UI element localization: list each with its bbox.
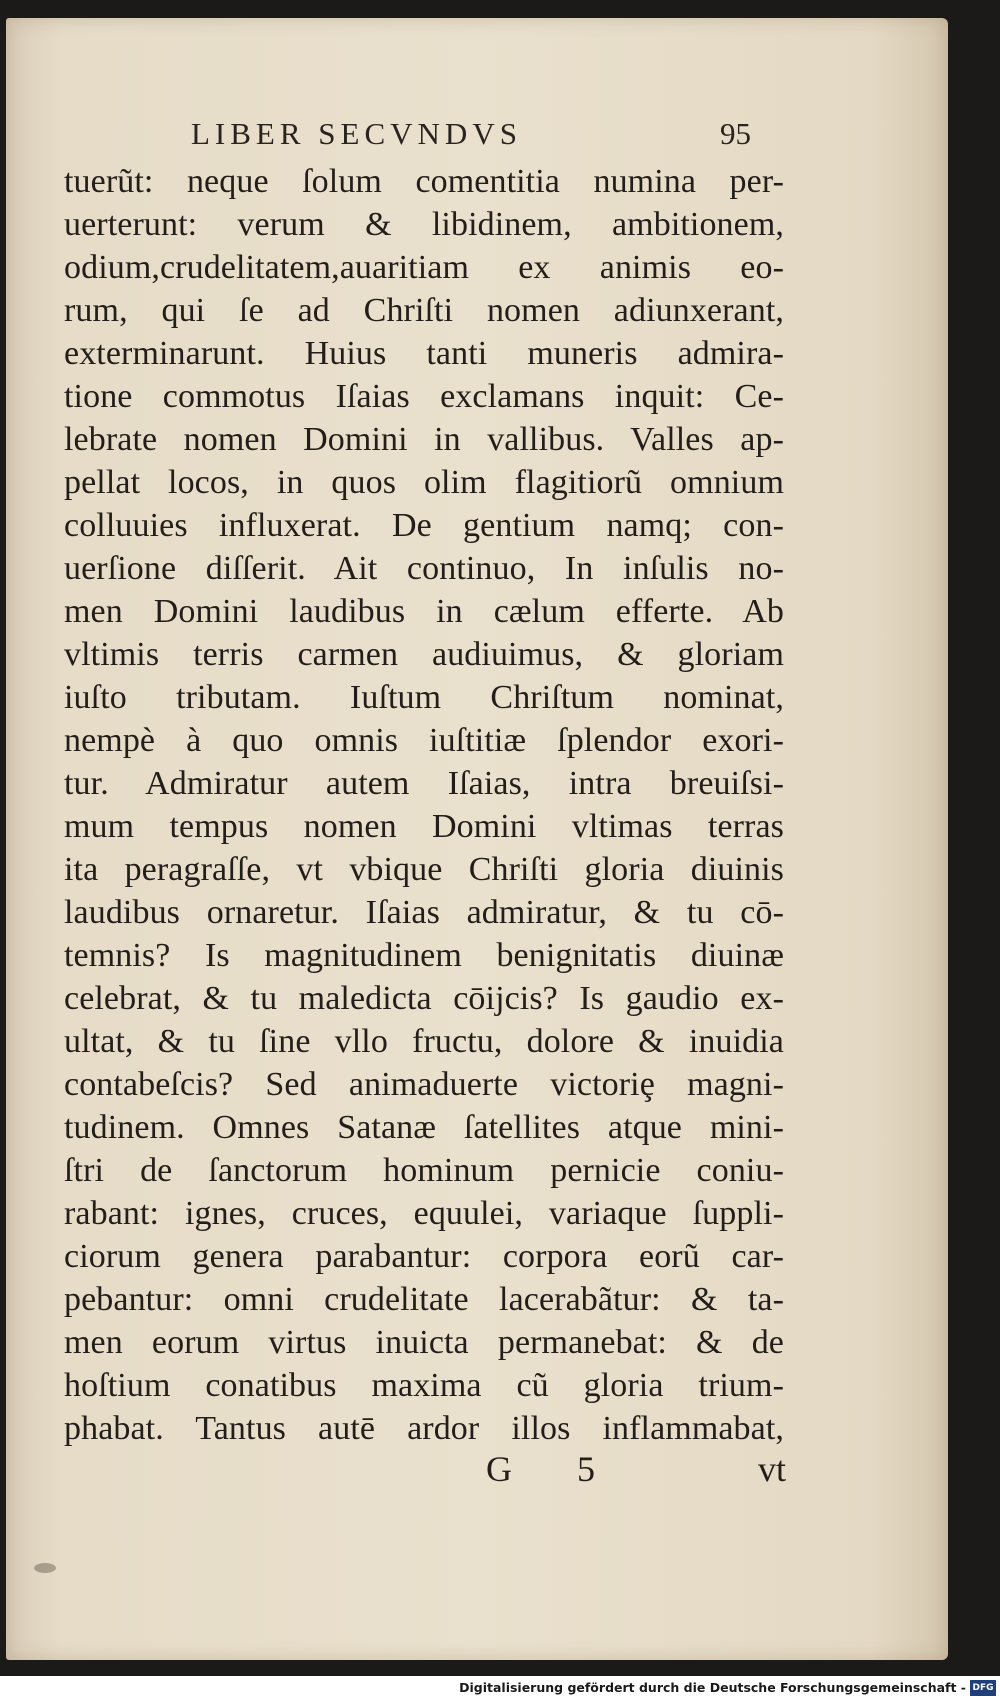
text-line: rabant: ignes, cruces, equulei, variaque ſuppli-	[64, 1195, 784, 1232]
text-line: tione commotus Iſaias exclamans inquit: Ce-	[64, 378, 784, 415]
text-line: pebantur: omni crudelitate lacerabãtur: & ta-	[64, 1281, 784, 1318]
text-line: ita peragraſſe, vt vbique Chriſti gloria diuinis	[64, 851, 784, 888]
text-line: ciorum genera parabantur: corpora eorũ car-	[64, 1238, 784, 1275]
text-line: pellat locos, in quos olim flagitiorũ omnium	[64, 464, 784, 501]
text-line: colluuies influxerat. De gentium namq; con-	[64, 507, 784, 544]
text-line: uerſione diſſerit. Ait continuo, In inſulis no-	[64, 550, 784, 587]
text-line: ſtri de ſanctorum hominum pernicie coniu-	[64, 1152, 784, 1189]
text-line: nempè à quo omnis iuſtitiæ ſplendor exori-	[64, 722, 784, 759]
page-header	[191, 116, 751, 156]
catchword: vt	[757, 1449, 786, 1489]
text-line: contabeſcis? Sed animaduerte victoriȩ magni-	[64, 1066, 784, 1103]
page-number: 95	[720, 116, 751, 151]
funding-text: Digitalisierung gefördert durch die Deutsche Forschungsgemeinschaft -	[459, 1680, 966, 1695]
text-line: lebrate nomen Domini in vallibus. Valles ap-	[64, 421, 784, 458]
text-line: odium,crudelitatem,auaritiam ex animis eo-	[64, 249, 784, 286]
dfg-logo-icon[interactable]: DFG	[970, 1680, 996, 1696]
book-page	[6, 18, 948, 1660]
text-line: vltimis terris carmen audiuimus, & gloriam	[64, 636, 784, 673]
text-line: celebrat, & tu maledicta cōijcis? Is gaudio ex-	[64, 980, 784, 1017]
text-line: hoſtium conatibus maxima cũ gloria trium-	[64, 1367, 784, 1404]
ink-smudge	[34, 1563, 56, 1573]
funding-banner	[0, 1676, 1000, 1701]
text-line: men Domini laudibus in cælum efferte. Ab	[64, 593, 784, 630]
text-line: men eorum virtus inuicta permanebat: & de	[64, 1324, 784, 1361]
signature-mark: G 5	[486, 1449, 623, 1489]
text-line: tur. Admiratur autem Iſaias, intra breuiſsi-	[64, 765, 784, 802]
text-line: phabat. Tantus autē ardor illos inflammabat,	[64, 1410, 784, 1447]
running-title: LIBER SECVNDVS	[191, 116, 522, 151]
text-line: exterminarunt. Huius tanti muneris admira-	[64, 335, 784, 372]
text-line: ultat, & tu ſine vllo fructu, dolore & inuidia	[64, 1023, 784, 1060]
body-text	[64, 160, 784, 1450]
text-line: rum, qui ſe ad Chriſti nomen adiunxerant,	[64, 292, 784, 329]
text-line: tudinem. Omnes Satanæ ſatellites atque mini-	[64, 1109, 784, 1146]
text-line: mum tempus nomen Domini vltimas terras	[64, 808, 784, 845]
text-line: laudibus ornaretur. Iſaias admiratur, & tu cō-	[64, 894, 784, 931]
text-line: uerterunt: verum & libidinem, ambitionem,	[64, 206, 784, 243]
page-footer	[486, 1448, 786, 1492]
text-line: tuerũt: neque ſolum comentitia numina per-	[64, 163, 784, 200]
text-line: iuſto tributam. Iuſtum Chriſtum nominat,	[64, 679, 784, 716]
text-line: temnis? Is magnitudinem benignitatis diuinæ	[64, 937, 784, 974]
